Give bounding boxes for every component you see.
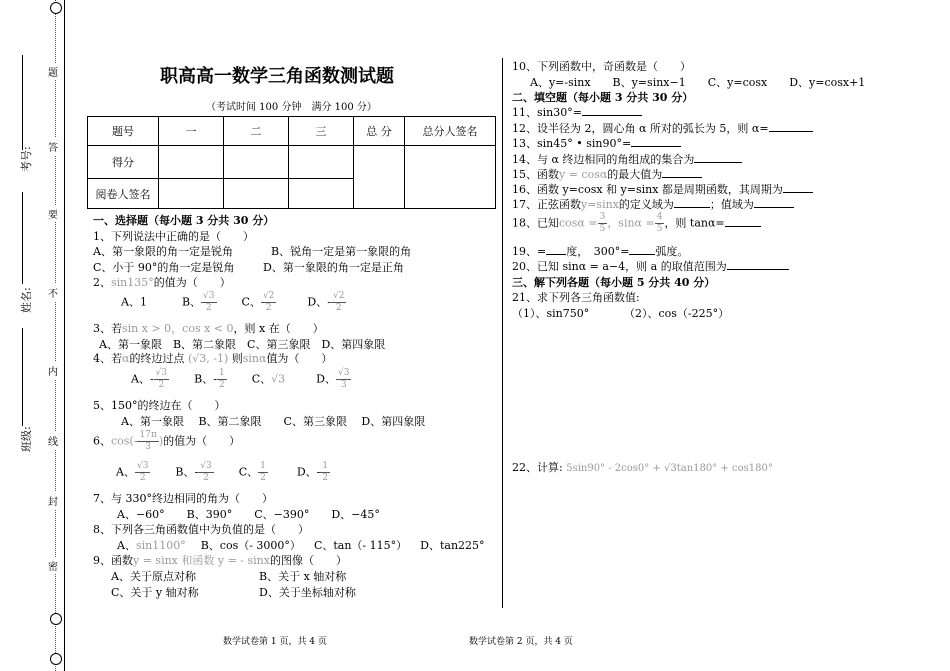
binding-char: 密 (48, 557, 58, 574)
math-expr: sin135° (111, 276, 154, 289)
question-6: 6、cos(- $\frac{17\pi}{3}$ )的值为（ ） (93, 430, 241, 452)
exam-number-label: 考号: (20, 146, 33, 172)
signature-cell[interactable] (289, 179, 354, 209)
question-19: 19、= 度， 300°= 弧度。 (512, 245, 689, 258)
option-row: A、−60° B、390° C、−390° D、−45° (117, 508, 380, 521)
question-9: 9、函数y = sinx 和函数 y = - sinx的图像（ ） (93, 554, 347, 567)
option: B、锐角一定是第一象限的角 (271, 245, 412, 258)
option: A、1 (121, 295, 147, 309)
answer-blank[interactable] (725, 216, 761, 227)
table-header: 总 分 (354, 117, 405, 146)
binding-char: 不 (48, 284, 58, 301)
question-8: 8、下列各三角函数值中为负值的是（ ） (93, 523, 309, 536)
option-row: A、第一象限 B、第二象限 C、第三象限 D、第四象限 (121, 415, 426, 428)
binding-hole (50, 2, 62, 14)
table-row-label: 得分 (88, 146, 159, 179)
answer-blank[interactable] (662, 167, 702, 178)
option: B、关于 x 轴对称 (259, 570, 347, 583)
question-7: 7、与 330°终边相同的角为（ ） (93, 492, 273, 505)
score-cell[interactable] (289, 146, 354, 179)
signature-cell[interactable] (224, 179, 289, 209)
answer-blank[interactable] (582, 105, 642, 116)
question-10: 10、下列函数中，奇函数是（ ） (512, 60, 691, 73)
score-cell[interactable] (159, 146, 224, 179)
sub-question: （2）、cos（-225°） (624, 307, 730, 320)
table-header: 总分人签名 (405, 117, 496, 146)
section-heading: 三、解下列各题（每小题 5 分共 40 分） (512, 276, 716, 289)
answer-blank[interactable] (546, 244, 566, 255)
binding-char: 内 (48, 362, 58, 379)
question-17: 17、正弦函数y=sinx的定义域为 ；值域为 (512, 196, 794, 212)
question-12: 12、设半径为 2，圆心角 α 所对的弧长为 5，则 α= (512, 120, 813, 136)
question-11: 11、sin30°= (512, 104, 642, 120)
math-expr: 5sin90° - 2cos0° + √3tan180° + cos180° (566, 463, 773, 474)
answer-blank[interactable] (769, 121, 813, 132)
section-heading: 二、填空题（每小题 3 分共 30 分） (512, 91, 694, 104)
option-row: A、sin1100° B、cos（- 3000°） C、tan（- 115°） D、tan225° (117, 539, 485, 552)
option: C、小于 90°的角一定是锐角 (93, 261, 235, 274)
section-heading: 一、选择题（每小题 3 分共 30 分） (93, 214, 275, 227)
question-3: 3、若sin x > 0，cos x < 0，则 x 在（ ） (93, 322, 324, 335)
binding-char: 封 (48, 492, 58, 509)
score-cell[interactable] (224, 146, 289, 179)
class-label: 班级: (20, 426, 33, 452)
answer-blank[interactable] (629, 244, 655, 255)
table-header: 三 (289, 117, 354, 146)
column-divider (502, 58, 503, 608)
option-row: A、1 B、 $\frac{√3}{2}$ C、 $\frac{√2}{2}$ D、- $\frac{√2}{2}$ (121, 291, 345, 313)
page-footer-left: 数学试卷第 1 页，共 4 页 (223, 637, 327, 647)
binding-line (64, 0, 65, 671)
exam-number-field[interactable] (22, 55, 23, 150)
option-row: A、y=-sinx B、y=sinx−1 C、y=cosx D、y=cosx+1 (530, 76, 866, 89)
table-row-label: 阅卷人签名 (88, 179, 159, 209)
question-4: 4、若α的终边过点 (√3, -1) 则sinα值为（ ） (93, 352, 333, 365)
answer-blank[interactable] (631, 136, 681, 147)
table-header: 题号 (88, 117, 159, 146)
class-field[interactable] (22, 328, 23, 426)
answer-blank[interactable] (783, 182, 813, 193)
binding-hole (50, 613, 62, 625)
total-score-cell[interactable] (354, 146, 405, 209)
binding-char: 题 (48, 63, 58, 80)
question-20: 20、已知 sinα = a−4，则 a 的取值范围为 (512, 258, 789, 274)
option: C、 (241, 295, 261, 309)
question-22: 22、计算: 5sin90° - 2cos0° + √3tan180° + cos180° (512, 461, 773, 474)
question-21: 21、求下列各三角函数值: (512, 291, 640, 304)
total-signature-cell[interactable] (405, 146, 496, 209)
option: D、关于坐标轴对称 (259, 586, 356, 599)
question-5: 5、150°的终边在（ ） (93, 399, 226, 412)
answer-blank[interactable] (674, 197, 710, 208)
answer-blank[interactable] (727, 259, 789, 270)
question-13: 13、sin45° • sin90°= (512, 135, 681, 151)
math-expr: sin x > 0，cos x < 0 (122, 322, 234, 335)
answer-blank[interactable] (754, 197, 794, 208)
page-subtitle: （考试时间 100 分钟 满分 100 分） (206, 102, 377, 113)
name-label: 姓名: (20, 287, 33, 313)
binding-hole (50, 653, 62, 665)
option: D、第一象限的角一定是正角 (263, 261, 404, 274)
option-row: A、第一象限 B、第二象限 C、第三象限 D、第四象限 (99, 338, 386, 351)
binding-char: 要 (48, 205, 58, 222)
question-16: 16、函数 y=cosx 和 y=sinx 都是周期函数，其周期为 (512, 181, 813, 197)
option-row: A、- $\frac{√3}{2}$ B、- $\frac{1}{2}$ C、√3 D、 $\frac{√3}{3}$ (131, 368, 350, 390)
binding-char: 线 (48, 432, 58, 449)
name-field[interactable] (22, 192, 23, 284)
option: A、第一象限的角一定是锐角 (93, 245, 233, 258)
page-footer-right: 数学试卷第 2 页，共 4 页 (469, 637, 573, 647)
question-1: 1、下列说法中正确的是（ ） (93, 230, 254, 243)
page-title: 职高高一数学三角函数测试题 (160, 66, 394, 87)
answer-blank[interactable] (694, 152, 742, 163)
table-header: 一 (159, 117, 224, 146)
option: B、 (181, 295, 202, 309)
option-row: A、 $\frac{√3}{2}$ B、- $\frac{√3}{2}$ C、 $\frac{1}{2}$ D、- $\frac{1}{2}$ (116, 461, 329, 483)
table-header: 二 (224, 117, 289, 146)
sub-question: （1）、sin750° (512, 307, 590, 320)
question-2: 2、sin135°的值为（ ） (93, 276, 231, 289)
binding-char: 答 (48, 138, 58, 155)
option: A、关于原点对称 (111, 570, 196, 583)
question-14: 14、与 α 终边相同的角组成的集合为 (512, 151, 742, 167)
score-table (87, 116, 496, 209)
signature-cell[interactable] (159, 179, 224, 209)
option: D、- (307, 295, 331, 309)
question-15: 15、函数y = cosα的最大值为 (512, 166, 702, 182)
option: C、关于 y 轴对称 (111, 586, 199, 599)
question-18: 18、已知cosα = $\frac{3}{5}$ ，sinα = $\frac{4}{5}$ ，则 tanα= (512, 212, 761, 235)
